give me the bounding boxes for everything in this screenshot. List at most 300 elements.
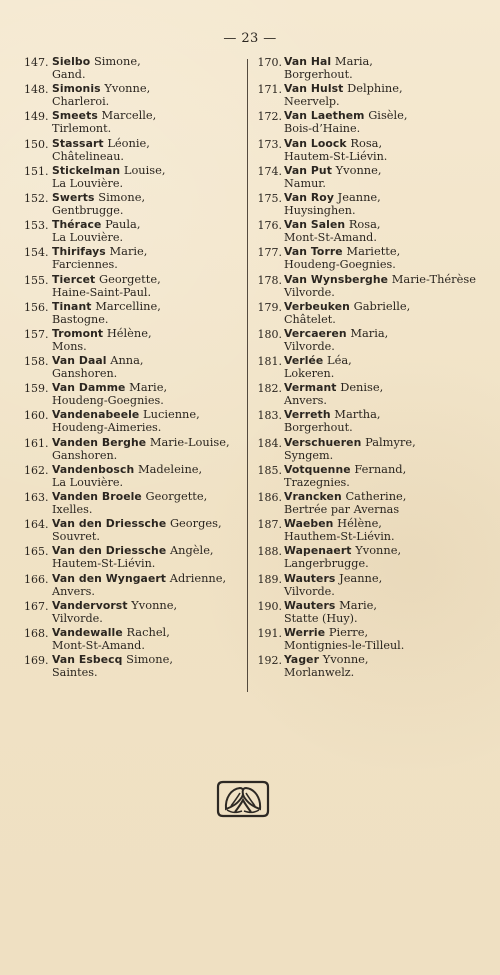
list-item (24, 381, 250, 408)
entry-number: 182. (257, 382, 282, 396)
entry-name-line (284, 82, 487, 95)
entry-place: Houdeng-Aimeries. (52, 421, 162, 435)
entry-number: 161. (24, 436, 49, 450)
entry-surname: Thirifays (52, 245, 106, 259)
entry-given-name: Yvonne, (335, 162, 382, 177)
entry-given-name: Simone, (126, 652, 173, 667)
entry-number: 170. (257, 56, 282, 69)
entry-place: Houdeng-Goegnies. (52, 394, 164, 408)
entry-place: Bertrée par Avernas (284, 503, 400, 516)
entry-place: Neervelp. (284, 95, 340, 109)
entry-name-line (52, 653, 250, 666)
entry-name-line (52, 544, 250, 557)
entry-place: Charleroi. (52, 95, 110, 109)
entry-surname: Van Torre (284, 245, 343, 259)
list-item (24, 408, 250, 435)
entry-content (284, 109, 487, 135)
entry-content (52, 191, 250, 217)
entry-place: Mont-St-Amand. (52, 638, 145, 652)
entry-place: Ganshoren. (52, 367, 118, 381)
entry-surname: Vercaeren (284, 326, 347, 340)
entry-number: 178. (257, 273, 282, 287)
entry-content (52, 599, 250, 625)
entry-place: Farciennes. (52, 258, 118, 272)
entry-given-name: Yvonne, (322, 652, 369, 667)
list-item (24, 109, 250, 136)
entry-number: 147. (24, 56, 49, 69)
entry-place: Morlanwelz. (284, 666, 355, 680)
list-item (252, 82, 487, 109)
right-column (252, 55, 487, 680)
entry-number: 181. (257, 355, 282, 369)
entry-given-name: Maria, (350, 325, 389, 340)
entry-number: 172. (257, 110, 282, 124)
entry-name-line (52, 436, 250, 449)
list-item (24, 164, 250, 191)
entry-content (52, 82, 250, 108)
entry-surname: Swerts (52, 190, 95, 204)
entry-content (284, 137, 487, 163)
entry-surname: Verlée (284, 354, 324, 368)
entry-surname: Verreth (284, 408, 331, 422)
entry-number: 166. (24, 572, 49, 586)
entry-place: Bastogne. (52, 312, 109, 326)
entry-name-line (52, 517, 250, 530)
list-item (252, 381, 487, 408)
entry-content (284, 544, 487, 570)
entry-given-name: Marcelle, (101, 108, 157, 123)
entry-number: 167. (24, 599, 49, 613)
entry-number: 150. (24, 137, 49, 151)
entry-name-line (284, 653, 487, 666)
entry-place: Ganshoren. (52, 448, 118, 462)
entry-content (52, 517, 250, 543)
entry-content (52, 381, 250, 407)
list-item (252, 218, 487, 245)
entry-given-name: Lucienne, (143, 407, 200, 422)
entry-number: 156. (24, 300, 49, 314)
entry-content (52, 137, 250, 163)
entry-given-name: Maria, (334, 54, 373, 68)
page-number: — 23 — (223, 31, 277, 46)
list-item (24, 82, 250, 109)
list-item (252, 408, 487, 435)
entry-given-name: Mariette, (346, 244, 401, 259)
list-item (24, 653, 250, 680)
entry-place: Anvers. (284, 394, 327, 408)
entry-place: La Louvière. (52, 176, 124, 190)
entry-surname: Tinant (52, 299, 92, 313)
entry-given-name: Angèle, (169, 543, 214, 558)
entry-number: 155. (24, 273, 49, 287)
entry-number: 186. (257, 491, 282, 504)
entry-number: 151. (24, 164, 49, 178)
list-item (24, 517, 250, 544)
entry-surname: Vermant (284, 381, 337, 395)
list-item (252, 653, 487, 680)
entry-number: 164. (24, 518, 49, 532)
entry-content (52, 273, 250, 299)
entry-place: Saintes. (52, 666, 98, 680)
entry-given-name: Léa, (327, 353, 352, 368)
entry-place: Tirlemont. (52, 122, 112, 136)
entry-place: Hauthem-St-Liévin. (284, 530, 395, 544)
entry-surname: Van Daal (52, 354, 107, 368)
entry-content (52, 408, 250, 434)
entry-number: 158. (24, 355, 49, 369)
list-item (252, 354, 487, 381)
entry-place: Vilvorde. (284, 584, 335, 598)
entry-content (52, 354, 250, 380)
entry-place: Huysinghen. (284, 203, 356, 217)
list-item (24, 218, 250, 245)
entry-place: Vilvorde. (284, 285, 335, 299)
entry-content (284, 572, 487, 598)
entry-content (284, 55, 487, 81)
entry-name-line (284, 408, 487, 421)
entry-name-line (52, 82, 250, 95)
entry-number: 180. (257, 327, 282, 341)
entry-name-line (52, 354, 250, 367)
entry-number: 176. (257, 219, 282, 233)
list-item (252, 517, 487, 544)
entry-place: Vilvorde. (52, 611, 103, 625)
entry-surname: Vrancken (284, 490, 342, 503)
entry-surname: Van den Driessche (52, 517, 167, 531)
entry-name-line (52, 490, 250, 503)
entry-name-line (284, 436, 487, 449)
entry-given-name: Georgette, (99, 271, 161, 286)
entry-place: Lokeren. (284, 367, 335, 381)
entry-content (284, 191, 487, 217)
entry-content (284, 599, 487, 625)
entry-place: Namur. (284, 176, 326, 190)
list-item (24, 544, 250, 571)
entry-name-line (284, 517, 487, 530)
entry-content (284, 164, 487, 190)
entry-surname: Stassart (52, 136, 104, 150)
entry-number: 189. (257, 572, 282, 586)
list-item (252, 137, 487, 164)
entry-given-name: Fernand, (354, 461, 407, 476)
entry-place: Langerbrugge. (284, 557, 369, 571)
list-item (252, 273, 487, 300)
entry-given-name: Rosa, (350, 135, 383, 150)
entry-content (284, 381, 487, 407)
entry-given-name: Adrienne, (169, 570, 227, 585)
entry-name-line (284, 572, 487, 585)
entry-given-name: Rachel, (126, 624, 170, 639)
entry-number: 187. (257, 518, 282, 532)
entry-content (284, 273, 487, 299)
entry-given-name: Gabrielle, (353, 298, 411, 313)
list-item (24, 436, 250, 463)
entry-number: 163. (24, 491, 49, 504)
entry-place: Houdeng-Goegnies. (284, 258, 396, 272)
entry-place: Statte (Huy). (284, 611, 358, 625)
entry-name-line (284, 273, 487, 286)
entry-number: 174. (257, 164, 282, 178)
entry-number: 190. (257, 599, 282, 613)
entry-surname: Votquenne (284, 462, 351, 476)
entry-place: Mont-St-Amand. (284, 231, 377, 245)
entry-content (52, 463, 250, 489)
entry-content (52, 653, 250, 679)
entry-name-line (284, 626, 487, 639)
entry-given-name: Simone, (98, 189, 146, 204)
entry-given-name: Marie, (129, 380, 168, 395)
entry-content (52, 109, 250, 135)
entry-content (284, 82, 487, 108)
entry-surname: Van Roy (284, 190, 334, 204)
entry-number: 185. (257, 463, 282, 477)
entry-name-line (52, 191, 250, 204)
entry-place: Borgerhout. (284, 421, 353, 435)
entry-given-name: Marie, (339, 597, 378, 612)
list-item (24, 327, 250, 354)
entry-place: Gentbrugge. (52, 203, 124, 217)
entry-surname: Tiercet (52, 272, 96, 286)
entry-number: 152. (24, 191, 49, 205)
entry-number: 154. (24, 246, 49, 260)
list-item (24, 463, 250, 490)
entry-surname: Tromont (52, 326, 104, 340)
list-item (252, 626, 487, 653)
list-item (252, 191, 487, 218)
entry-name-line (52, 137, 250, 150)
entry-place: Borgerhout. (284, 68, 353, 81)
entry-content (52, 544, 250, 570)
entry-name-line (284, 463, 487, 476)
entry-content (52, 572, 250, 598)
entry-content (52, 300, 250, 326)
entry-place: Montignies-le-Tilleul. (284, 638, 405, 652)
list-item (252, 599, 487, 626)
entry-given-name: Delphine, (347, 81, 403, 96)
entry-number: 165. (24, 545, 49, 559)
entry-surname: Van den Wyngaert (52, 571, 167, 585)
entry-name-line (284, 327, 487, 340)
entry-surname: Yager (284, 653, 319, 667)
entry-surname: Thérace (52, 218, 102, 232)
entry-content (52, 490, 250, 516)
entry-given-name: Yvonne, (104, 81, 151, 96)
left-column (24, 55, 250, 680)
entry-given-name: Jeanne, (337, 189, 381, 204)
entry-surname: Verbeuken (284, 299, 350, 313)
entry-content (284, 653, 487, 679)
entry-number: 192. (257, 654, 282, 668)
entry-surname: Van den Driessche (52, 544, 167, 558)
entry-number: 175. (257, 191, 282, 205)
entry-given-name: Paula, (105, 217, 141, 232)
entry-content (284, 436, 487, 462)
entry-place: Trazegnies. (284, 475, 350, 489)
entry-surname: Vandewalle (52, 625, 123, 639)
entry-given-name: Marie, (109, 244, 148, 259)
leaf-ornament-icon (214, 778, 272, 820)
entry-given-name: Yvonne, (355, 543, 402, 558)
list-item (252, 245, 487, 272)
entry-content (284, 327, 487, 353)
entry-name-line (52, 218, 250, 231)
entry-content (284, 463, 487, 489)
entry-given-name: Pierre, (328, 624, 369, 639)
entry-given-name: Anna, (110, 353, 144, 368)
entry-number: 149. (24, 110, 49, 124)
entry-given-name: Louise, (123, 162, 166, 177)
list-item (24, 354, 250, 381)
entry-number: 148. (24, 83, 49, 97)
entry-content (284, 300, 487, 326)
entry-place: Ixelles. (52, 503, 93, 516)
entry-name-line (284, 599, 487, 612)
entry-name-line (52, 164, 250, 177)
entry-surname: Vandenabeele (52, 408, 140, 422)
entry-content (52, 327, 250, 353)
entry-number: 162. (24, 463, 49, 477)
entry-place: Bois-d’Haine. (284, 122, 361, 136)
entry-place: Syngem. (284, 448, 334, 462)
entry-given-name: Marie-Louise, (149, 434, 230, 449)
entry-name-line (52, 381, 250, 394)
entry-number: 173. (257, 137, 282, 151)
entry-given-name: Georgette, (145, 489, 208, 503)
list-item (252, 300, 487, 327)
entry-surname: Van Wynsberghe (284, 272, 389, 286)
entry-place: Hautem-St-Liévin. (284, 149, 388, 163)
entry-name-line (52, 273, 250, 286)
entry-given-name: Léonie, (107, 135, 150, 150)
entry-name-line (284, 354, 487, 367)
entry-surname: Vandervorst (52, 598, 128, 612)
list-item (252, 463, 487, 490)
entry-surname: Van Hulst (284, 82, 344, 96)
entry-given-name: Catherine, (345, 489, 407, 503)
entry-place: Haine-Saint-Paul. (52, 285, 152, 299)
entry-content (284, 626, 487, 652)
entry-given-name: Martha, (334, 407, 381, 422)
entry-given-name: Marcelline, (95, 298, 161, 313)
entry-given-name: Georges, (169, 516, 222, 531)
column-divider (247, 59, 248, 692)
entry-content (52, 55, 250, 81)
entry-content (284, 490, 487, 516)
entry-number: 183. (257, 409, 282, 423)
entry-place: Anvers. (52, 584, 95, 598)
entry-given-name: Simone, (93, 54, 141, 68)
list-item (252, 572, 487, 599)
entry-surname: Van Esbecq (52, 653, 123, 667)
entry-name-line (52, 245, 250, 258)
entry-name-line (52, 572, 250, 585)
entry-surname: Waeben (284, 517, 334, 531)
entry-number: 171. (257, 83, 282, 97)
entry-place: La Louvière. (52, 231, 124, 245)
entry-surname: Wauters (284, 571, 336, 585)
list-item (24, 626, 250, 653)
entry-number: 159. (24, 382, 49, 396)
entry-name-line (52, 408, 250, 421)
entry-content (284, 517, 487, 543)
entry-surname: Verschueren (284, 435, 362, 449)
list-item (252, 55, 487, 82)
list-item (252, 436, 487, 463)
entry-name-line (52, 599, 250, 612)
entry-name-line (284, 490, 487, 503)
entry-content (284, 354, 487, 380)
entry-place: Mons. (52, 339, 87, 353)
entry-given-name: Gisèle, (368, 108, 408, 123)
entry-surname: Simonis (52, 82, 101, 96)
list-item (24, 273, 250, 300)
entry-place: Gand. (52, 68, 86, 81)
entry-place: Châtelet. (284, 312, 336, 326)
entry-place: Vilvorde. (284, 339, 335, 353)
list-item (24, 599, 250, 626)
entry-surname: Van Put (284, 163, 332, 177)
entry-name-line (52, 327, 250, 340)
entry-given-name: Denise, (340, 380, 384, 395)
entry-number: 177. (257, 246, 282, 260)
entry-content (52, 245, 250, 271)
entry-name-line (52, 626, 250, 639)
entry-name-line (284, 191, 487, 204)
entry-content (52, 218, 250, 244)
entry-content (284, 218, 487, 244)
entry-place: Châtelineau. (52, 149, 124, 163)
entry-name-line (284, 109, 487, 122)
entry-place: Hautem-St-Liévin. (52, 557, 156, 571)
entry-given-name: Rosa, (348, 217, 381, 232)
entry-content (52, 626, 250, 652)
entry-surname: Werrie (284, 625, 326, 639)
entry-content (52, 164, 250, 190)
list-item (24, 137, 250, 164)
entry-number: 153. (24, 219, 49, 233)
list-item (24, 191, 250, 218)
entry-name-line (52, 109, 250, 122)
entry-surname: Wauters (284, 598, 336, 612)
entry-surname: Smeets (52, 109, 98, 123)
entry-name-line (284, 544, 487, 557)
list-item (252, 544, 487, 571)
entry-content (52, 436, 250, 462)
entry-number: 157. (24, 327, 49, 341)
entry-surname: Van Loock (284, 136, 347, 150)
list-item (24, 245, 250, 272)
list-item (24, 490, 250, 517)
entry-given-name: Hélène, (337, 516, 382, 531)
list-item (24, 572, 250, 599)
entry-name-line (284, 218, 487, 231)
list-item (252, 327, 487, 354)
entry-number: 168. (24, 626, 49, 640)
entry-surname: Van Damme (52, 381, 126, 395)
entry-name-line (52, 300, 250, 313)
entry-number: 179. (257, 300, 282, 314)
list-item (24, 55, 250, 82)
entry-name-line (284, 137, 487, 150)
entry-given-name: Yvonne, (131, 597, 178, 612)
entry-name-line (284, 55, 487, 68)
entry-number: 184. (257, 436, 282, 450)
entry-name-line (52, 463, 250, 476)
entry-surname: Stickelman (52, 163, 121, 177)
entry-name-line (284, 164, 487, 177)
entry-name-line (52, 55, 250, 68)
entry-name-line (284, 381, 487, 394)
